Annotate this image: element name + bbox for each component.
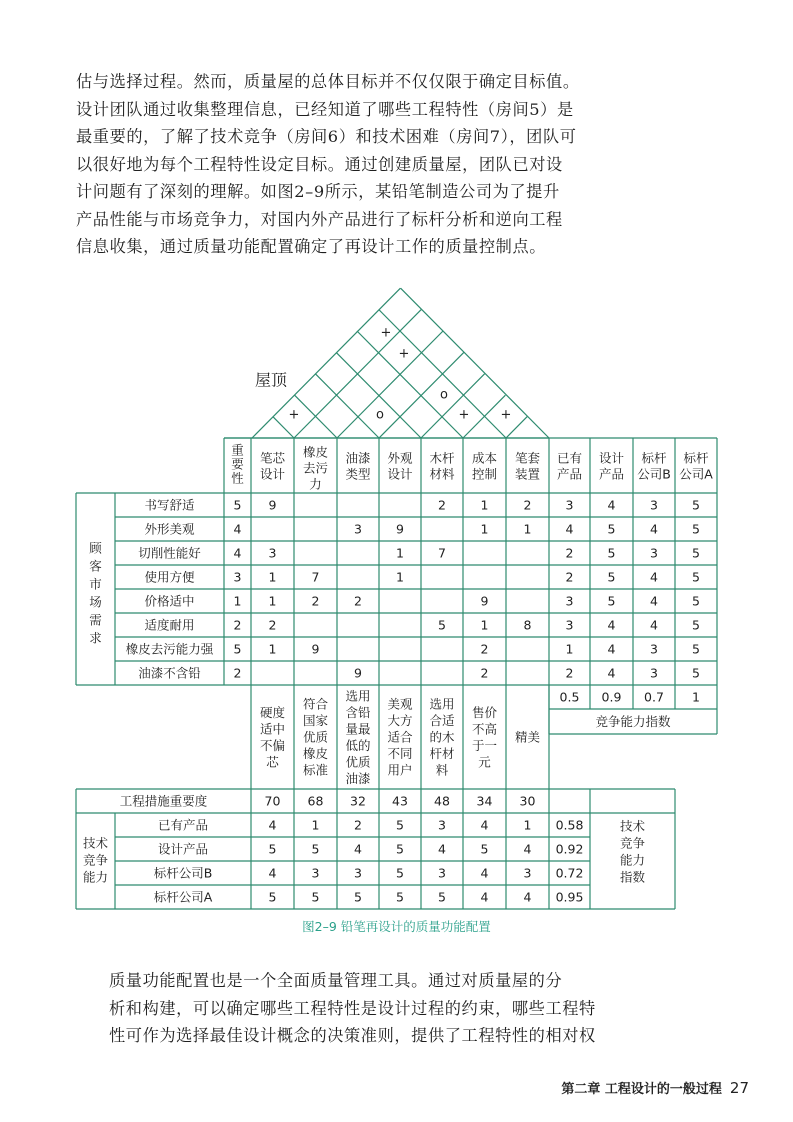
competitive-rating: 5 (692, 641, 700, 657)
target-value: 优质 (345, 754, 371, 770)
technical-importance-value: 68 (307, 793, 324, 809)
technical-rating: 4 (523, 889, 532, 905)
customer-requirements-group-label: 市 (89, 576, 102, 592)
relationship-value: 9 (268, 497, 277, 513)
technical-rating: 3 (523, 865, 532, 881)
target-value: 精美 (514, 729, 541, 745)
target-value: 优质 (302, 729, 329, 745)
relationship-value: 1 (523, 521, 532, 537)
target-value: 售价 (471, 704, 498, 720)
relationship-value: 1 (480, 521, 489, 537)
technical-importance-value: 48 (434, 793, 450, 809)
target-value: 橡皮 (302, 746, 329, 761)
competitor-header: 公司A (679, 466, 713, 482)
target-value: 大方 (387, 713, 413, 728)
competitive-rating: 5 (692, 497, 700, 513)
importance-value: 3 (233, 569, 242, 585)
competitive-rating: 4 (607, 665, 616, 681)
roof-diagonal-right (337, 331, 443, 438)
competitive-rating: 3 (650, 641, 658, 657)
roof-correlation-mark: + (288, 407, 300, 423)
competitive-rating: 2 (565, 665, 574, 681)
competitive-rating: 4 (607, 641, 616, 657)
technical-rating: 4 (354, 841, 362, 857)
relationship-value: 5 (438, 617, 446, 633)
paragraph-bottom-line: 性可作为选择最佳设计概念的决策准则，提供了工程特性的相对权 (109, 1026, 596, 1045)
paragraph-top-line: 信息收集，通过质量功能配置确定了再设计工作的质量控制点。 (76, 237, 547, 256)
competitive-rating: 5 (692, 545, 700, 561)
customer-requirements-group-label: 客 (89, 558, 102, 574)
technical-benchmark-name: 标杆公司B (153, 865, 213, 881)
target-value: 美观 (387, 696, 413, 712)
relationship-value: 2 (523, 497, 532, 513)
competitor-header: 产品 (556, 466, 583, 482)
competitive-rating: 4 (565, 521, 574, 537)
importance-header: 要 (231, 456, 244, 472)
customer-need: 使用方便 (144, 569, 195, 585)
engineering-characteristic-header: 木杆 (429, 450, 455, 466)
target-value: 合适 (429, 713, 455, 728)
technical-rating: 5 (396, 817, 404, 833)
technical-rating: 5 (311, 889, 320, 905)
competitive-rating: 5 (692, 665, 700, 681)
engineering-characteristic-header: 材料 (429, 466, 455, 482)
customer-need: 油漆不含铅 (138, 665, 201, 681)
paragraph-bottom (76, 967, 716, 1050)
importance-value: 5 (233, 641, 242, 657)
relationship-value: 1 (396, 545, 404, 561)
relationship-value: 2 (480, 665, 489, 681)
target-value: 适合 (387, 729, 413, 745)
engineering-characteristic-header: 设计 (259, 466, 286, 482)
relationship-value: 3 (268, 545, 277, 561)
technical-importance-value: 70 (264, 793, 281, 809)
technical-rating: 4 (523, 841, 532, 857)
roof-correlation-mark: + (458, 407, 470, 423)
technical-rating: 4 (480, 889, 489, 905)
competitor-header: 标杆 (641, 450, 667, 466)
paragraph-top-line: 估与选择过程。然而，质量屋的总体目标并不仅仅限于确定目标值。 (76, 72, 580, 91)
importance-value: 2 (233, 665, 242, 681)
customer-requirements-group-label: 场 (89, 594, 102, 610)
competitive-rating: 4 (607, 497, 616, 513)
engineering-characteristic-header: 外观 (387, 450, 413, 466)
competitive-rating: 5 (607, 569, 616, 585)
technical-rating: 5 (268, 841, 277, 857)
figure-caption: 图2–9 铅笔再设计的质量功能配置 (302, 919, 491, 934)
technical-index-label: 指数 (619, 869, 646, 885)
importance-value: 1 (233, 593, 242, 609)
target-value: 的木 (429, 729, 455, 745)
competitor-header: 设计 (598, 450, 625, 466)
technical-rating: 1 (523, 817, 532, 833)
competitive-rating: 5 (692, 617, 700, 633)
engineering-characteristic-header: 设计 (387, 466, 413, 482)
competitive-rating: 2 (565, 545, 574, 561)
roof-correlation-mark: + (380, 325, 392, 341)
target-value: 量最 (345, 721, 371, 737)
technical-rating: 4 (438, 841, 446, 857)
relationship-value: 2 (268, 617, 277, 633)
technical-importance-value: 30 (519, 793, 536, 809)
roof-diagonal-left (357, 331, 463, 438)
competitive-rating: 5 (692, 521, 700, 537)
importance-value: 4 (233, 521, 242, 537)
target-value: 标准 (302, 762, 329, 778)
relationship-value: 3 (354, 521, 362, 537)
relationship-value: 8 (523, 617, 532, 633)
relationship-value: 7 (311, 569, 320, 585)
technical-index-label: 技术 (619, 818, 646, 834)
customer-need: 书写舒适 (144, 497, 195, 513)
engineering-characteristic-header: 类型 (345, 466, 371, 482)
relationship-value: 9 (396, 521, 404, 537)
technical-competition-group-label: 能力 (82, 869, 109, 885)
technical-index-label: 能力 (619, 852, 646, 868)
technical-importance-value: 43 (392, 793, 408, 809)
relationship-value: 2 (480, 641, 489, 657)
technical-rating: 4 (480, 865, 489, 881)
technical-rating: 5 (480, 841, 489, 857)
competitive-rating: 1 (565, 641, 574, 657)
relationship-value: 1 (268, 593, 277, 609)
competitive-rating: 2 (565, 569, 574, 585)
competitive-rating: 5 (607, 521, 616, 537)
relationship-value: 1 (268, 641, 277, 657)
competitive-rating: 3 (650, 497, 658, 513)
target-value: 硬度 (259, 704, 286, 720)
relationship-value: 2 (438, 497, 446, 513)
target-value: 料 (435, 762, 449, 778)
page-number: 27 (729, 1079, 749, 1097)
competitive-index-label: 竞争能力指数 (595, 714, 671, 729)
target-value: 不偏 (259, 737, 286, 753)
target-value: 不高 (471, 721, 498, 737)
technical-index-value: 0.92 (555, 841, 584, 857)
target-value: 选用 (345, 688, 371, 704)
target-value: 油漆 (345, 770, 371, 786)
engineering-characteristic-header: 油漆 (345, 450, 371, 466)
competitive-rating: 5 (607, 593, 616, 609)
relationship-value: 7 (438, 545, 446, 561)
engineering-characteristic-header: 笔套 (514, 450, 541, 466)
technical-competition-group-label: 竞争 (82, 852, 109, 868)
target-value: 元 (478, 754, 491, 770)
importance-value: 4 (233, 545, 242, 561)
relationship-value: 1 (396, 569, 404, 585)
competitive-index-value: 0.7 (644, 689, 664, 705)
customer-requirements-group-label: 顾 (89, 540, 102, 556)
customer-need: 适度耐用 (144, 617, 195, 633)
paragraph-bottom-line: 质量功能配置也是一个全面质量管理工具。通过对质量屋的分 (109, 971, 563, 990)
relationship-value: 9 (311, 641, 320, 657)
paragraph-bottom-line: 析和构建，可以确定哪些工程特性是设计过程的约束，哪些工程特 (109, 998, 596, 1018)
competitive-rating: 4 (650, 617, 658, 633)
competitive-rating: 3 (565, 593, 574, 609)
engineering-characteristic-header: 控制 (471, 466, 498, 482)
technical-rating: 4 (268, 865, 277, 881)
customer-need: 橡皮去污能力强 (125, 641, 214, 657)
relationship-value: 1 (480, 617, 489, 633)
technical-rating: 3 (438, 865, 446, 881)
technical-importance-value: 34 (476, 793, 493, 809)
target-value: 选用 (429, 696, 455, 712)
competitive-rating: 5 (607, 545, 616, 561)
competitive-rating: 3 (650, 545, 658, 561)
competitive-rating: 5 (692, 569, 700, 585)
competitive-rating: 4 (650, 593, 658, 609)
engineering-characteristic-header: 橡皮 (302, 444, 329, 460)
target-value: 于一 (471, 737, 498, 753)
roof-label: 屋顶 (254, 370, 288, 390)
customer-requirements-group-label: 求 (89, 630, 102, 646)
engineering-characteristic-header: 笔芯 (259, 450, 286, 466)
customer-need: 外形美观 (144, 521, 195, 537)
importance-header: 重 (231, 442, 244, 458)
technical-rating: 5 (311, 841, 320, 857)
engineering-characteristic-header: 装置 (514, 466, 541, 482)
technical-benchmark-name: 标杆公司A (153, 889, 213, 905)
competitive-rating: 3 (650, 665, 658, 681)
paragraph-top-line: 最重要的，了解了技术竞争（房间6）和技术困难（房间7），团队可 (76, 127, 577, 146)
engineering-characteristic-header: 成本 (471, 450, 498, 466)
importance-value: 5 (233, 497, 242, 513)
technical-rating: 5 (354, 889, 362, 905)
technical-rating: 3 (354, 865, 362, 881)
engineering-characteristic-header: 去污 (302, 460, 329, 476)
roof-correlation-mark: + (398, 346, 410, 362)
relationship-value: 2 (354, 593, 362, 609)
technical-rating: 4 (480, 817, 489, 833)
technical-rating: 2 (354, 817, 362, 833)
target-value: 杆材 (429, 746, 455, 761)
competitor-header: 公司B (637, 466, 671, 482)
roof-correlation-mark: o (440, 387, 448, 403)
competitive-rating: 3 (565, 497, 574, 513)
importance-header: 性 (231, 470, 244, 486)
technical-rating: 4 (268, 817, 277, 833)
relationship-value: 1 (268, 569, 277, 585)
paragraph-top-line: 以很好地为每个工程特性设定目标。通过创建质量屋，团队已对设 (76, 154, 563, 174)
engineering-characteristic-header: 力 (309, 476, 322, 492)
technical-index-value: 0.58 (555, 817, 584, 833)
target-value: 芯 (266, 754, 279, 770)
technical-rating: 5 (396, 841, 404, 857)
relationship-value: 1 (480, 497, 489, 513)
competitive-index-value: 0.9 (601, 689, 622, 705)
technical-index-label: 竞争 (619, 835, 646, 851)
competitor-header: 标杆 (683, 450, 709, 466)
competitive-rating: 3 (565, 617, 574, 633)
target-value: 用户 (387, 762, 413, 778)
paragraph-top-line: 设计团队通过收集整理信息，已经知道了哪些工程特性（房间5）是 (76, 99, 574, 119)
competitor-header: 已有 (556, 450, 583, 466)
technical-rating: 3 (311, 865, 320, 881)
target-value: 符合 (302, 696, 329, 712)
competitive-rating: 4 (650, 569, 658, 585)
target-value: 不同 (387, 746, 413, 761)
technical-importance-value: 32 (350, 793, 366, 809)
technical-rating: 5 (268, 889, 277, 905)
chapter-title: 第二章 工程设计的一般过程 (561, 1082, 722, 1097)
relationship-value: 9 (354, 665, 362, 681)
competitive-index-value: 1 (692, 689, 700, 705)
technical-competition-group-label: 技术 (82, 835, 109, 851)
target-value: 含铅 (345, 704, 371, 720)
target-value: 低的 (345, 737, 371, 753)
technical-importance-label: 工程措施重要度 (119, 793, 208, 809)
competitor-header: 产品 (598, 466, 625, 482)
roof-correlation-mark: o (376, 407, 384, 423)
technical-rating: 3 (438, 817, 446, 833)
customer-requirements-group-label: 需 (89, 612, 102, 628)
technical-index-value: 0.72 (555, 865, 584, 881)
target-value: 适中 (259, 721, 286, 737)
customer-need: 切削性能好 (138, 545, 201, 561)
paragraph-top-line: 产品性能与市场竞争力，对国内外产品进行了标杆分析和逆向工程 (76, 209, 563, 229)
competitive-index-value: 0.5 (559, 689, 580, 705)
paragraph-top-line: 计问题有了深刻的理解。如图2–9所示，某铅笔制造公司为了提升 (76, 182, 560, 201)
technical-rating: 5 (396, 889, 404, 905)
technical-benchmark-name: 设计产品 (157, 841, 209, 857)
technical-rating: 5 (396, 865, 404, 881)
technical-rating: 5 (438, 889, 446, 905)
target-value: 国家 (302, 713, 329, 728)
roof-diagonal-left (398, 288, 549, 438)
technical-rating: 1 (311, 817, 320, 833)
relationship-value: 2 (311, 593, 320, 609)
technical-index-value: 0.95 (555, 889, 584, 905)
customer-need: 价格适中 (144, 593, 195, 609)
competitive-rating: 4 (650, 521, 658, 537)
relationship-value: 9 (480, 593, 489, 609)
competitive-rating: 5 (692, 593, 700, 609)
roof-correlation-mark: + (500, 407, 512, 423)
competitive-rating: 4 (607, 617, 616, 633)
page-footer (561, 1078, 749, 1097)
technical-benchmark-name: 已有产品 (157, 817, 209, 833)
importance-value: 2 (233, 617, 242, 633)
